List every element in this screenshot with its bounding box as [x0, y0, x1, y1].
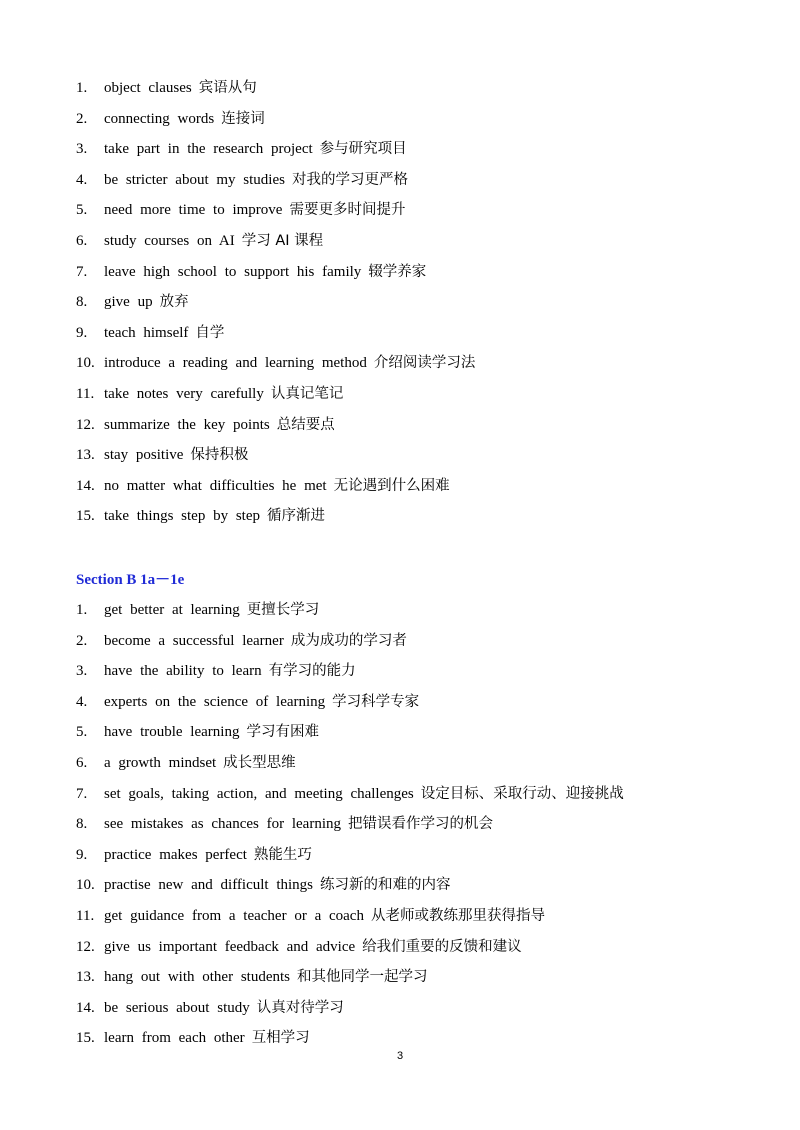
list-item — [76, 318, 776, 349]
list-item — [76, 840, 776, 871]
chinese-translation: 更擅长学习 — [246, 602, 320, 618]
english-phrase: see mistakes as chances for learning — [104, 816, 341, 833]
chinese-translation: 互相学习 — [251, 1030, 310, 1047]
english-phrase: practise new and difficult things — [104, 877, 314, 894]
phrase-list-section-b — [76, 595, 776, 1054]
english-phrase: be stricter about my studies — [104, 171, 285, 188]
list-item — [76, 901, 776, 932]
item-number: 15. — [76, 508, 95, 525]
list-item — [76, 104, 776, 135]
english-phrase: take notes very carefully — [104, 385, 264, 402]
chinese-translation: 无论遇到什么困难 — [333, 477, 450, 494]
english-phrase: teach himself — [104, 324, 189, 341]
list-item — [76, 687, 776, 718]
chinese-translation: 对我的学习更严格 — [291, 171, 408, 188]
list-item — [76, 626, 776, 657]
chinese-translation: 参与研究项目 — [319, 141, 407, 158]
list-item — [76, 410, 776, 441]
chinese-translation: 认真对待学习 — [256, 999, 344, 1016]
item-number: 10. — [76, 355, 95, 372]
english-phrase: get guidance from a teacher or a coach — [104, 907, 364, 924]
english-phrase: have trouble learning — [104, 724, 240, 741]
item-number: 13. — [76, 969, 95, 986]
chinese-translation: 连接词 — [221, 110, 265, 127]
chinese-translation: 循序渐进 — [266, 508, 325, 525]
list-item — [76, 195, 776, 226]
item-number: 11. — [76, 385, 95, 402]
chinese-translation: 学习科学专家 — [332, 693, 420, 710]
item-number: 7. — [76, 785, 88, 802]
chinese-translation: 自学 — [195, 324, 225, 341]
chinese-translation: 辍学养家 — [368, 263, 427, 280]
english-phrase: study courses on AI — [104, 232, 235, 249]
list-item — [76, 348, 776, 379]
english-phrase: give up — [104, 294, 153, 311]
english-phrase: connecting words — [104, 110, 215, 127]
list-item — [76, 656, 776, 687]
list-item — [76, 440, 776, 471]
chinese-translation: 成长型思维 — [223, 754, 296, 771]
english-phrase: summarize the key points — [104, 416, 270, 433]
chinese-translation: 学习 AI 课程 — [241, 232, 324, 249]
english-phrase: learn from each other — [104, 1030, 245, 1047]
list-item — [76, 779, 776, 810]
english-phrase: need more time to improve — [104, 202, 283, 219]
chinese-translation: 有学习的能力 — [268, 663, 356, 680]
item-number: 14. — [76, 999, 95, 1016]
english-phrase: hang out with other students — [104, 969, 290, 986]
list-item — [76, 809, 776, 840]
item-number: 9. — [76, 846, 88, 863]
item-number: 11. — [76, 907, 95, 924]
item-number: 8. — [76, 816, 88, 833]
chinese-translation: 总结要点 — [276, 416, 335, 433]
list-item — [76, 257, 776, 288]
item-number: 1. — [76, 602, 88, 618]
chinese-translation: 和其他同学一起学习 — [296, 969, 428, 986]
item-number: 3. — [76, 663, 88, 680]
english-phrase: become a successful learner — [104, 632, 284, 649]
chinese-translation: 介绍阅读学习法 — [373, 355, 476, 372]
phrase-list-section-a — [76, 73, 776, 532]
chinese-translation: 学习有困难 — [246, 724, 319, 741]
list-item — [76, 226, 776, 257]
english-phrase: a growth mindset — [104, 754, 217, 771]
chinese-translation: 从老师或教练那里获得指导 — [370, 907, 545, 924]
list-item — [76, 962, 776, 993]
english-phrase: take things step by step — [104, 508, 260, 525]
chinese-translation: 保持积极 — [190, 447, 249, 464]
list-item — [76, 501, 776, 532]
list-item — [76, 287, 776, 318]
chinese-translation: 认真记笔记 — [270, 385, 344, 402]
list-item — [76, 73, 776, 104]
item-number: 8. — [76, 294, 88, 311]
item-number: 13. — [76, 447, 95, 464]
section-heading: Section B 1a－1e — [76, 572, 185, 588]
chinese-translation: 成为成功的学习者 — [290, 632, 407, 649]
item-number: 10. — [76, 877, 95, 894]
page-number: 3 — [396, 1050, 404, 1062]
english-phrase: object clauses — [104, 80, 192, 96]
item-number: 1. — [76, 80, 88, 96]
english-phrase: set goals, taking action, and meeting challenges — [104, 785, 414, 802]
item-number: 15. — [76, 1030, 95, 1047]
chinese-translation: 把错误看作学习的机会 — [348, 816, 493, 833]
list-item — [76, 932, 776, 963]
english-phrase: be serious about study — [104, 999, 250, 1016]
english-phrase: experts on the science of learning — [104, 693, 326, 710]
item-number: 2. — [76, 632, 88, 649]
item-number: 4. — [76, 693, 88, 710]
item-number: 5. — [76, 724, 88, 741]
list-item — [76, 165, 776, 196]
list-item — [76, 134, 776, 165]
item-number: 5. — [76, 202, 88, 219]
item-number: 7. — [76, 263, 88, 280]
english-phrase: take part in the research project — [104, 141, 313, 158]
chinese-translation: 放弃 — [159, 294, 189, 311]
item-number: 9. — [76, 324, 88, 341]
english-phrase: no matter what difficulties he met — [104, 477, 327, 494]
english-phrase: get better at learning — [104, 602, 240, 618]
english-phrase: practice makes perfect — [104, 846, 247, 863]
item-number: 12. — [76, 416, 95, 433]
list-item — [76, 595, 776, 626]
list-item — [76, 717, 776, 748]
english-phrase: stay positive — [104, 447, 184, 464]
english-phrase: leave high school to support his family — [104, 263, 362, 280]
item-number: 6. — [76, 754, 88, 771]
chinese-translation: 练习新的和难的内容 — [320, 877, 451, 894]
chinese-translation: 宾语从句 — [198, 80, 257, 96]
item-number: 2. — [76, 110, 88, 127]
english-phrase: have the ability to learn — [104, 663, 262, 680]
item-number: 12. — [76, 938, 95, 955]
english-phrase: introduce a reading and learning method — [104, 355, 367, 372]
list-item — [76, 748, 776, 779]
chinese-translation: 给我们重要的反馈和建议 — [362, 938, 522, 955]
chinese-translation: 设定目标、采取行动、迎接挑战 — [420, 785, 624, 802]
item-number: 4. — [76, 171, 88, 188]
chinese-translation: 需要更多时间提升 — [289, 202, 406, 219]
list-item — [76, 870, 776, 901]
list-item — [76, 993, 776, 1024]
list-item — [76, 471, 776, 502]
english-phrase: give us important feedback and advice — [104, 938, 356, 955]
item-number: 6. — [76, 232, 88, 249]
item-number: 14. — [76, 477, 95, 494]
list-item — [76, 379, 776, 410]
chinese-translation: 熟能生巧 — [253, 846, 312, 863]
item-number: 3. — [76, 141, 88, 158]
